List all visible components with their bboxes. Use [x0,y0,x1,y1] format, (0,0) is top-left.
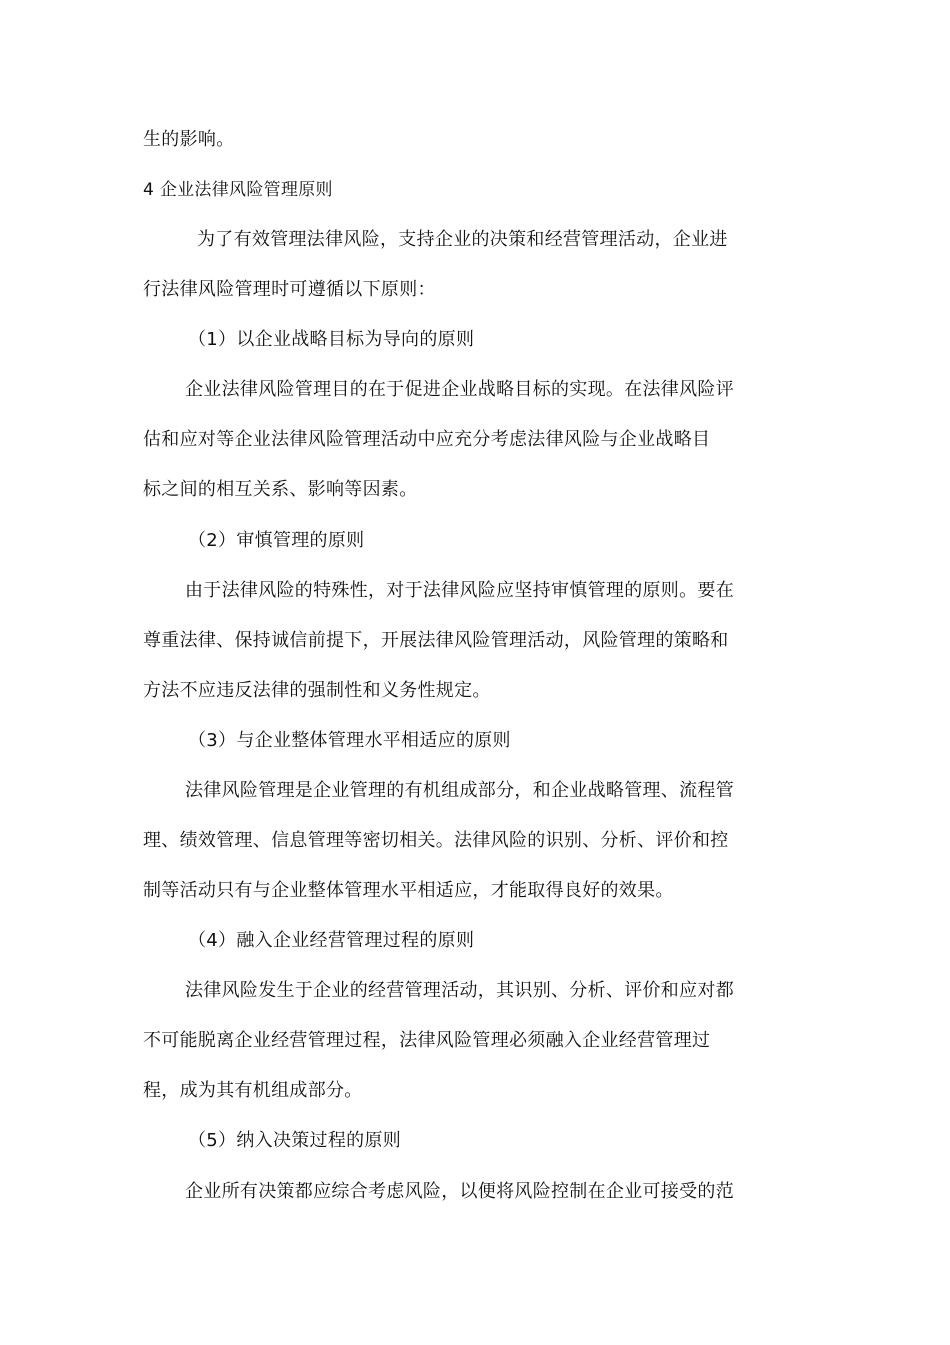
text-line: 尊重法律、保持诚信前提下，开展法律风险管理活动，风险管理的策略和 [143,630,729,651]
text-line: 理、绩效管理、信息管理等密切相关。法律风险的识别、分析、评价和控 [143,830,729,851]
text-line: 估和应对等企业法律风险管理活动中应充分考虑法律风险与企业战略目 [143,429,711,450]
text-line: 方法不应违反法律的强制性和义务性规定。 [143,680,491,701]
paragraph-first-line: 由于法律风险的特殊性，对于法律风险应坚持审慎管理的原则。要在 [185,580,734,601]
principle-heading-5: （5）纳入决策过程的原则 [188,1130,402,1151]
paragraph-first-line: 企业法律风险管理目的在于促进企业战略目标的实现。在法律风险评 [185,379,734,400]
text-line: 标之间的相互关系、影响等因素。 [143,479,418,500]
principle-heading-2: （2）审慎管理的原则 [188,530,365,551]
principle-heading-4: （4）融入企业经营管理过程的原则 [188,930,475,951]
paragraph-first-line: 为了有效管理法律风险，支持企业的决策和经营管理活动，企业进 [197,229,728,250]
text-line: 制等活动只有与企业整体管理水平相适应，才能取得良好的效果。 [143,880,674,901]
text-line: 程，成为其有机组成部分。 [143,1080,363,1101]
principle-heading-3: （3）与企业整体管理水平相适应的原则 [188,730,511,751]
paragraph-first-line: 法律风险发生于企业的经营管理活动，其识别、分析、评价和应对都 [185,980,734,1001]
text-line: 行法律风险管理时可遵循以下原则： [143,279,436,300]
section-heading: 4 企业法律风险管理原则 [143,180,333,200]
principle-heading-1: （1）以企业战略目标为导向的原则 [188,329,475,350]
paragraph-first-line: 企业所有决策都应综合考虑风险，以便将风险控制在企业可接受的范 [185,1181,734,1202]
text-line: 生的影响。 [143,129,235,150]
text-line: 不可能脱离企业经营管理过程，法律风险管理必须融入企业经营管理过 [143,1030,711,1051]
paragraph-first-line: 法律风险管理是企业管理的有机组成部分，和企业战略管理、流程管 [185,780,734,801]
